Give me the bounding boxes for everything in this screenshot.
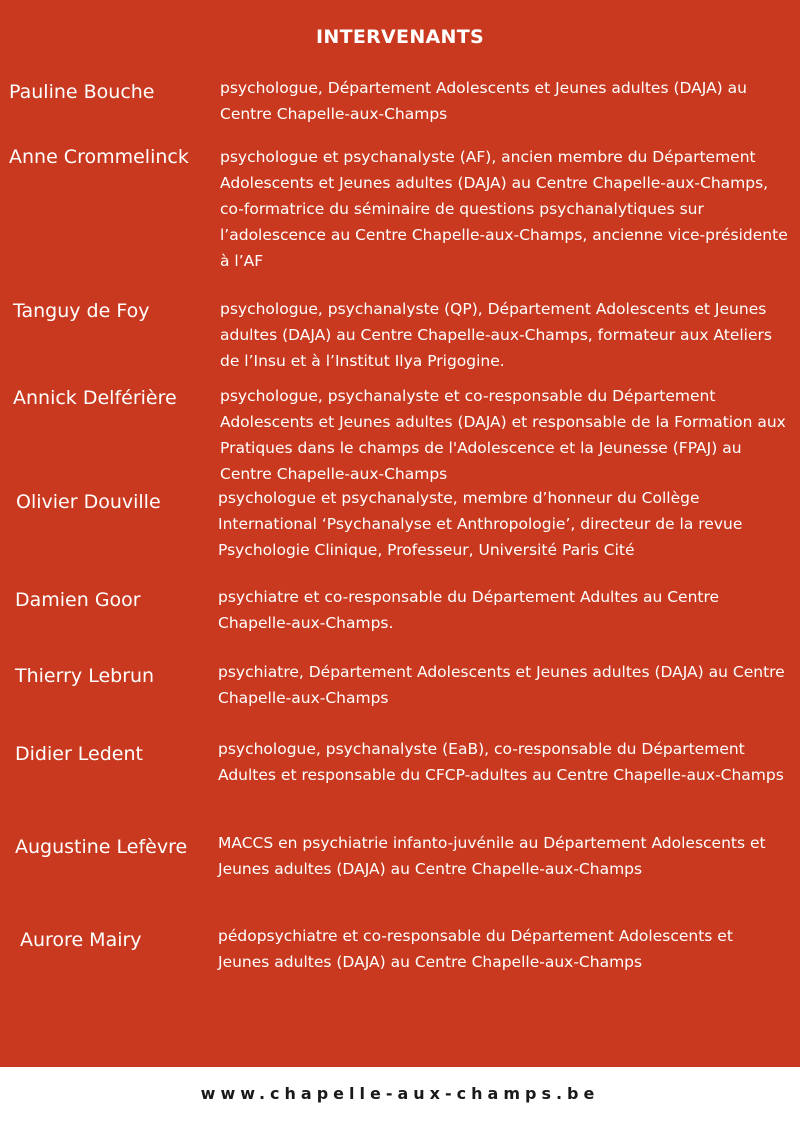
speaker-name: Olivier Douville [16,491,161,513]
speaker-name: Aurore Mairy [20,929,142,951]
speaker-description: psychiatre, Département Adolescents et Jeunes adultes (DAJA) au Centre Chapelle-aux-Champs [218,663,785,707]
speaker-description: psychologue, Département Adolescents et Jeunes adultes (DAJA) au Centre Chapelle-aux-Champs [220,79,747,123]
speaker-description: MACCS en psychiatrie infanto-juvénile au Département Adolescents et Jeunes adultes (DAJA) au Centre Chapelle-aux-Champs [218,834,766,878]
speaker-name: Annick Delférière [13,387,177,409]
page-title: INTERVENANTS [316,26,484,48]
speaker-name: Augustine Lefèvre [15,836,188,858]
speaker-name: Thierry Lebrun [15,665,155,687]
speaker-description: psychologue et psychanalyste (AF), ancien membre du Département Adolescents et Jeunes adultes (DAJA) au Centre Chapelle-aux-Champs, co-formatrice du séminaire de questions psychanalytiques sur l’adolescence au Centre Chapelle-aux-Champs, ancienne vice-présidente à l’AF [220,148,788,270]
speaker-description: psychologue et psychanalyste, membre d’honneur du Collège International ‘Psychanalyse et Anthropologie’, directeur de la revue Psychologie Clinique, Professeur, Université Paris Cité [218,489,743,559]
speaker-description: psychologue, psychanalyste (EaB), co-responsable du Département Adultes et responsable du CFCP-adultes au Centre Chapelle-aux-Champs [218,740,784,784]
speaker-description: psychologue, psychanalyste (QP), Département Adolescents et Jeunes adultes (DAJA) au Centre Chapelle-aux-Champs, formateur aux Ateliers de l’Insu et à l’Institut Ilya Prigogine. [220,300,772,370]
speaker-description: psychiatre et co-responsable du Département Adultes au Centre Chapelle-aux-Champs. [218,588,720,632]
speaker-name: Damien Goor [15,589,141,611]
speaker-description: pédopsychiatre et co-responsable du Département Adolescents et Jeunes adultes (DAJA) au Centre Chapelle-aux-Champs [218,927,733,971]
speaker-name: Anne Crommelinck [9,146,189,168]
speaker-name: Tanguy de Foy [13,300,150,322]
speaker-description: psychologue, psychanalyste et co-responsable du Département Adolescents et Jeunes adultes (DAJA) et responsable de la Formation aux Pratiques dans le champs de l'Adolescence et la Jeunesse (FPAJ) au Centre Chapelle-aux-Champs [220,387,786,483]
website-url: www.chapelle-aux-champs.be [200,1084,600,1103]
speaker-name: Didier Ledent [15,743,143,765]
speaker-name: Pauline Bouche [9,81,155,103]
